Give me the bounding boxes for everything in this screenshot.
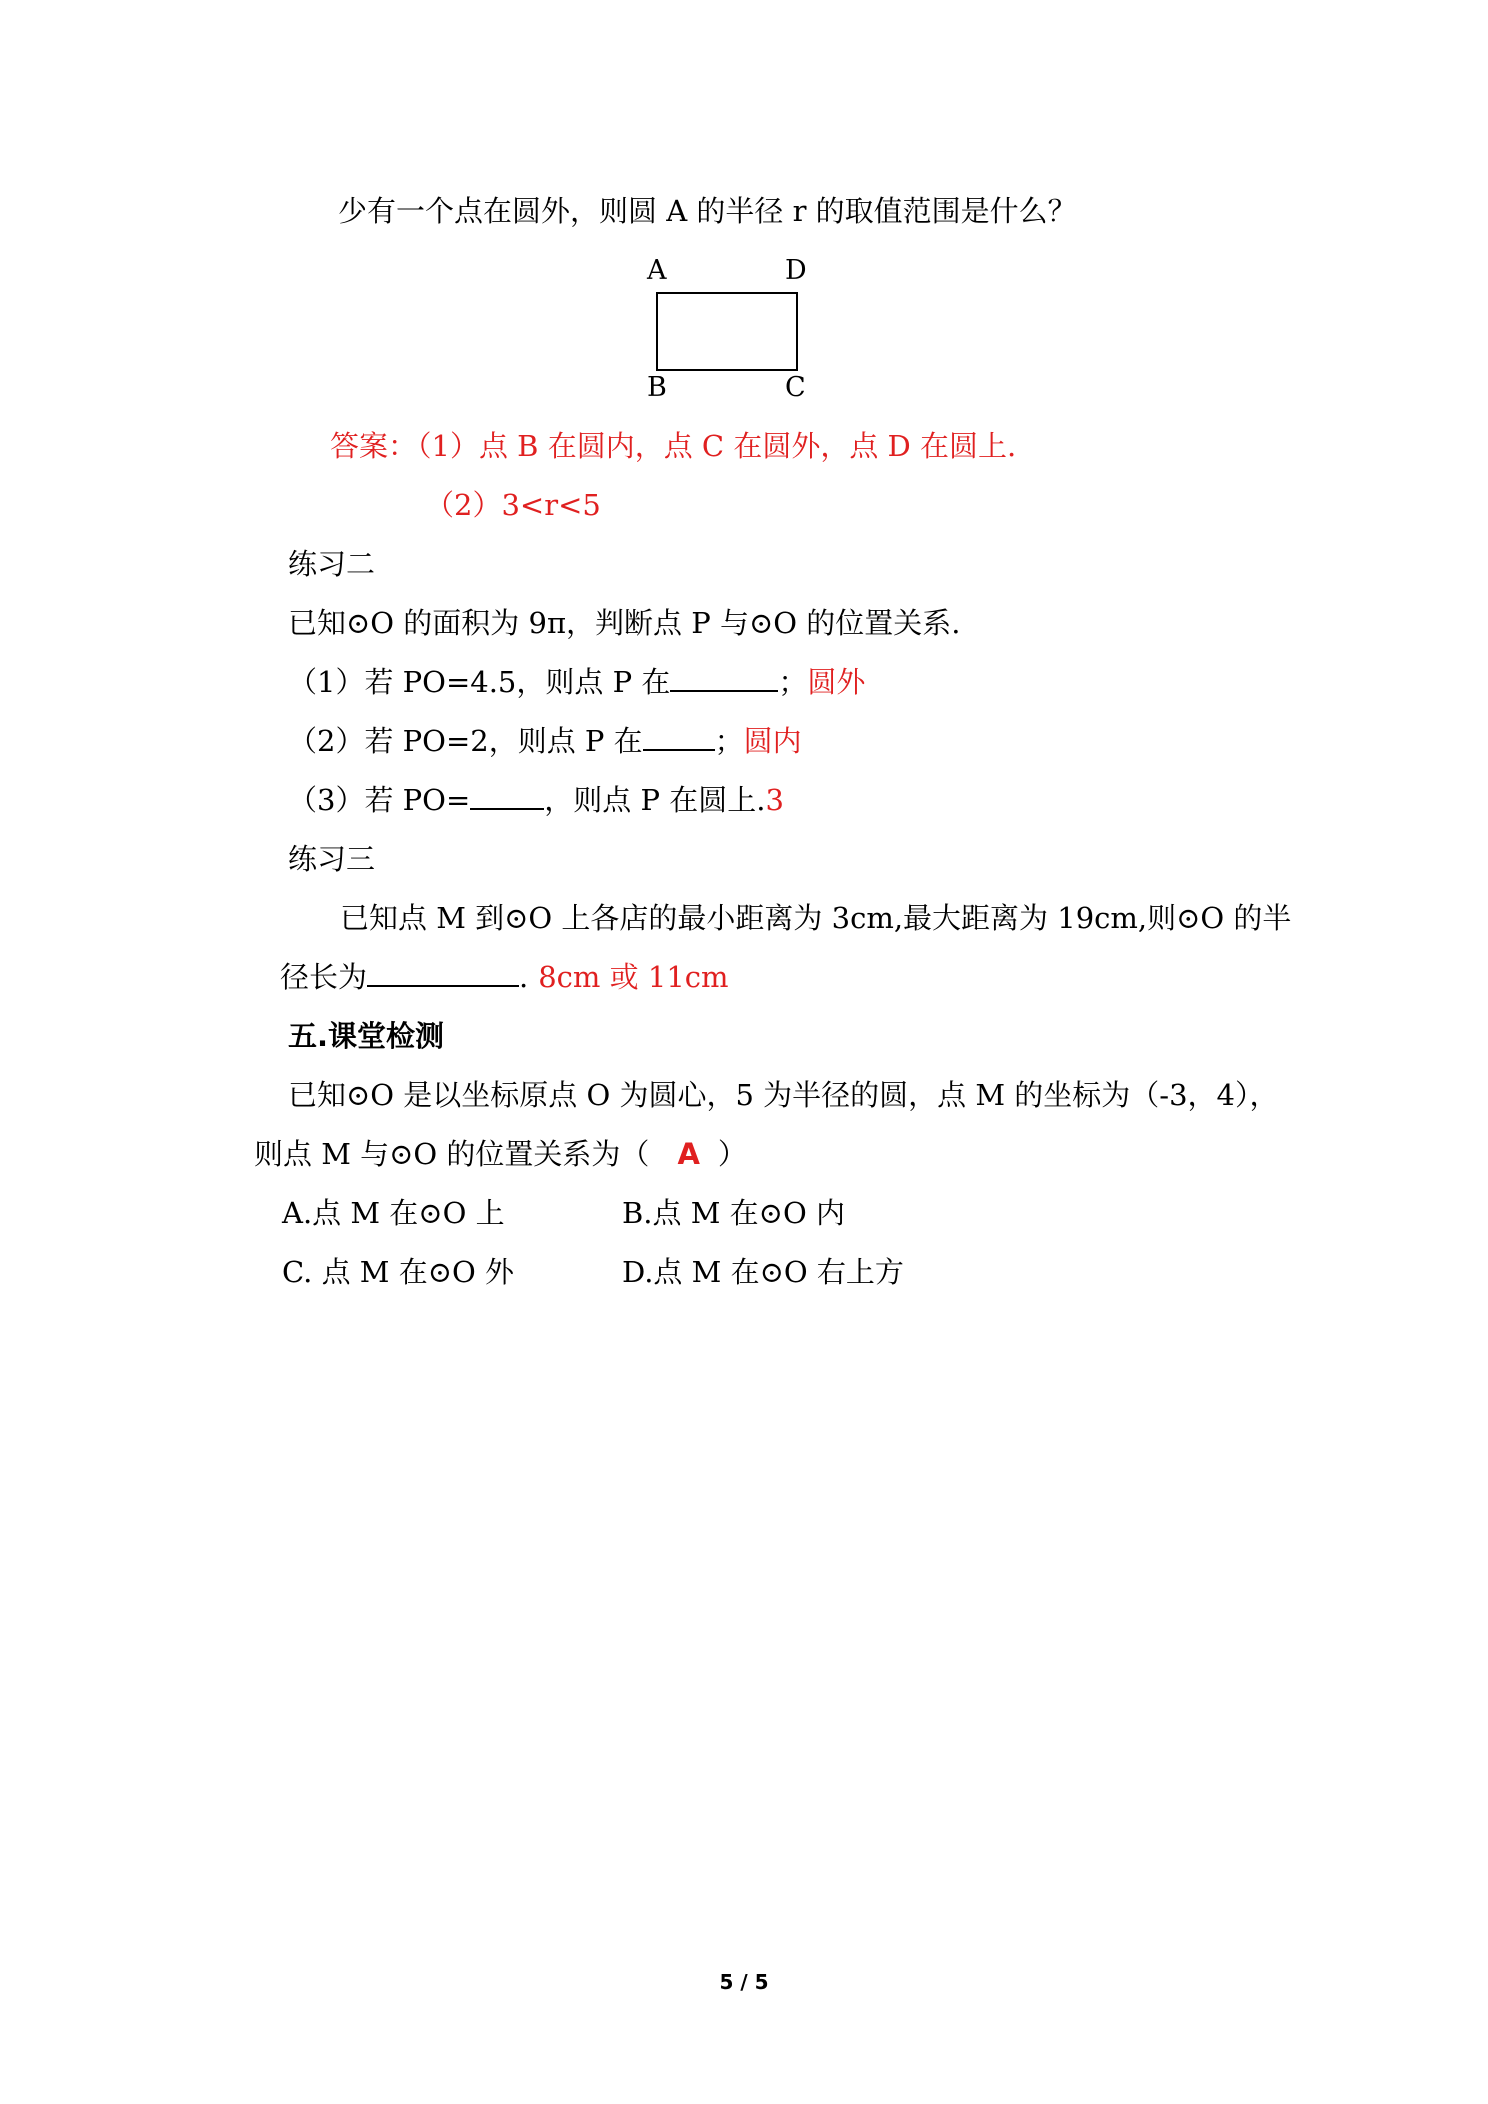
stem-answer: A [677,1137,700,1171]
q2-text: （2）若 PO=2，则点 P 在 [288,724,643,758]
q3-text-post: ，则点 P 在圆上. [544,783,766,817]
exercise3-title: 练习三 [288,842,376,876]
q2-blank [643,723,715,751]
exercise3-line2-post: . [519,960,529,994]
option-d: D.点 M 在⊙O 右上方 [622,1255,904,1289]
exercise3-line1: 已知点 M 到⊙O 上各店的最小距离为 3cm,最大距离为 19cm,则⊙O 的半 [340,901,1292,935]
answer-line-2: （2）3<r<5 [425,488,601,522]
exercise2-title: 练习二 [288,547,376,581]
q1-blank [670,664,778,692]
option-a: A.点 M 在⊙O 上 [282,1196,505,1230]
answer-line-1: 答案：（1）点 B 在圆内，点 C 在圆外，点 D 在圆上. [330,429,1017,463]
exercise2-q2 [288,723,802,759]
option-b: B.点 M 在⊙O 内 [622,1196,845,1230]
q2-sep: ； [714,724,744,758]
exercise2-q1 [288,664,865,700]
q1-sep: ； [778,665,808,699]
label-c: C [785,372,806,403]
exercise2-q3 [288,782,784,818]
intro-line: 少有一个点在圆外，则圆 A 的半径 r 的取值范围是什么？ [338,194,1077,228]
exercise3-line2 [280,959,729,995]
section5-stem-line1: 已知⊙O 是以坐标原点 O 为圆心，5 为半径的圆，点 M 的坐标为（-3，4）， [288,1078,1279,1112]
q3-answer: 3 [765,783,784,817]
section5-heading: 五.课堂检测 [288,1019,445,1053]
q3-text-pre: （3）若 PO= [288,783,471,817]
label-a: A [647,255,667,286]
q1-text: （1）若 PO=4.5，则点 P 在 [288,665,671,699]
q3-blank [470,782,544,810]
stem-line2-post: ） [717,1137,747,1171]
rectangle-abcd [656,292,798,371]
label-d: D [785,255,807,286]
stem-line2-pre: 则点 M 与⊙O 的位置关系为（ [254,1137,650,1171]
label-b: B [647,372,667,403]
q2-answer: 圆内 [743,724,802,758]
section5-stem-line2 [254,1136,747,1172]
exercise3-line2-pre: 径长为 [280,960,368,994]
exercise3-answer: 8cm 或 11cm [538,960,729,994]
exercise2-stem: 已知⊙O 的面积为 9π，判断点 P 与⊙O 的位置关系. [288,606,961,640]
page-number: 5 / 5 [719,1970,769,1994]
exercise3-blank [367,959,519,987]
q1-answer: 圆外 [807,665,866,699]
option-c: C. 点 M 在⊙O 外 [282,1255,515,1289]
